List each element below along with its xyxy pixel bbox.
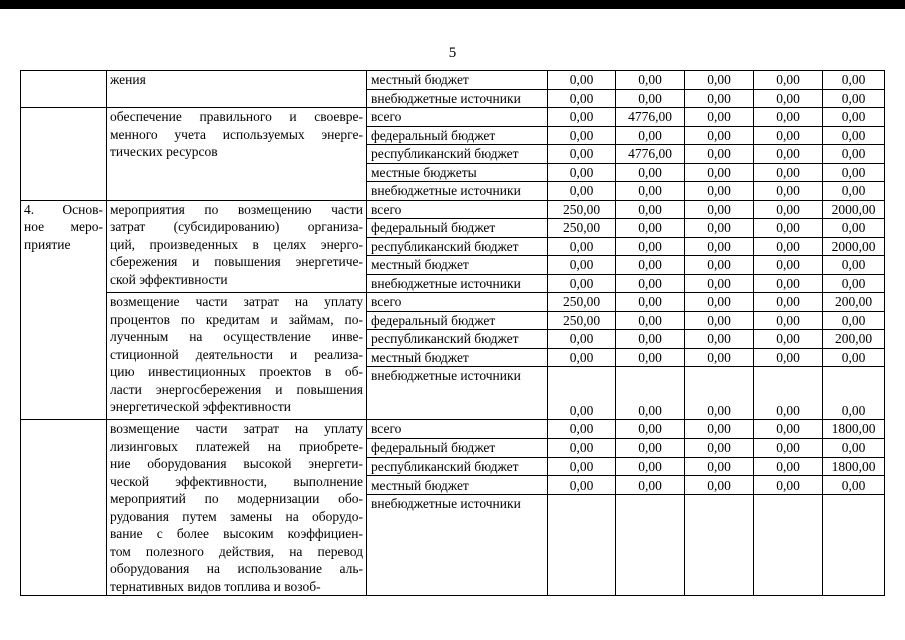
funding-source-cell: местные бюджеты bbox=[367, 163, 548, 182]
description-line: сбережения и повышения энергетиче- bbox=[110, 254, 363, 269]
amount-cell: 200,00 bbox=[823, 330, 885, 349]
amount-cell: 0,00 bbox=[548, 256, 616, 275]
amount-cell: 0,00 bbox=[685, 330, 754, 349]
amount-cell: 0,00 bbox=[548, 457, 616, 476]
description-line: процентов по кредитам и займам, по- bbox=[110, 311, 363, 327]
amount-cell: 0,00 bbox=[616, 438, 685, 457]
amount-cell: 0,00 bbox=[548, 108, 616, 127]
description-line: ние оборудования высокой энергети- bbox=[110, 456, 363, 471]
amount-cell: 0,00 bbox=[754, 163, 823, 182]
description-line: ческой эффективности, выполнение bbox=[110, 473, 363, 489]
amount-cell: 0,00 bbox=[548, 71, 616, 90]
amount-cell: 0,00 bbox=[548, 438, 616, 457]
amount-cell: 0,00 bbox=[685, 274, 754, 293]
amount-cell: 0,00 bbox=[548, 237, 616, 256]
description-line: жения bbox=[110, 72, 146, 87]
amount-cell bbox=[823, 495, 885, 596]
amount-cell: 0,00 bbox=[548, 274, 616, 293]
amount-cell: 0,00 bbox=[548, 476, 616, 495]
amount-cell: 0,00 bbox=[823, 182, 885, 201]
amount-cell: 0,00 bbox=[685, 200, 754, 219]
measure-name-cell bbox=[21, 71, 107, 108]
funding-source-cell: федеральный бюджет bbox=[367, 438, 548, 457]
funding-source-cell: местный бюджет bbox=[367, 256, 548, 275]
measure-name-line: 4. Основ- bbox=[24, 201, 103, 217]
description-line: обеспечение правильного и своевре- bbox=[110, 109, 363, 124]
funding-source-cell: республиканский бюджет bbox=[367, 237, 548, 256]
amount-cell: 0,00 bbox=[548, 330, 616, 349]
amount-cell: 0,00 bbox=[548, 126, 616, 145]
amount-cell: 0,00 bbox=[616, 71, 685, 90]
description-line: ласти энергосбережения и повышения bbox=[110, 381, 363, 397]
amount-cell: 0,00 bbox=[616, 89, 685, 108]
measure-name-cell bbox=[21, 200, 107, 420]
funding-source-cell: всего bbox=[367, 108, 548, 127]
description-line: оборудования на использование аль- bbox=[110, 561, 363, 576]
description-line: том полезного действия, на перевод bbox=[110, 543, 363, 559]
amount-cell: 0,00 bbox=[616, 200, 685, 219]
funding-source-cell: республиканский бюджет bbox=[367, 330, 548, 349]
amount-cell: 0,00 bbox=[685, 182, 754, 201]
description-line: цию инвестиционных проектов в об- bbox=[110, 364, 363, 379]
funding-source-cell: местный бюджет bbox=[367, 476, 548, 495]
amount-cell: 0,00 bbox=[754, 438, 823, 457]
amount-cell: 0,00 bbox=[754, 182, 823, 201]
description-line: тических ресурсов bbox=[110, 144, 218, 159]
amount-cell: 0,00 bbox=[685, 476, 754, 495]
amount-cell: 0,00 bbox=[754, 89, 823, 108]
amount-cell: 0,00 bbox=[754, 348, 823, 367]
measure-description-cell bbox=[107, 108, 367, 201]
amount-cell: 0,00 bbox=[823, 274, 885, 293]
amount-cell: 0,00 bbox=[616, 237, 685, 256]
funding-source-cell: внебюджетные источники bbox=[367, 367, 548, 420]
amount-cell: 0,00 bbox=[548, 182, 616, 201]
amount-cell: 0,00 bbox=[548, 89, 616, 108]
funding-source-cell: внебюджетные источники bbox=[367, 182, 548, 201]
amount-cell: 0,00 bbox=[754, 274, 823, 293]
amount-cell: 0,00 bbox=[754, 367, 823, 420]
amount-cell: 0,00 bbox=[548, 348, 616, 367]
funding-source-cell: местный бюджет bbox=[367, 348, 548, 367]
amount-cell: 0,00 bbox=[685, 457, 754, 476]
amount-cell: 0,00 bbox=[616, 163, 685, 182]
amount-cell: 1800,00 bbox=[823, 457, 885, 476]
amount-cell: 4776,00 bbox=[616, 108, 685, 127]
amount-cell: 0,00 bbox=[685, 145, 754, 164]
amount-cell: 0,00 bbox=[685, 219, 754, 238]
amount-cell: 0,00 bbox=[823, 108, 885, 127]
amount-cell: 0,00 bbox=[616, 219, 685, 238]
funding-source-cell: республиканский бюджет bbox=[367, 145, 548, 164]
amount-cell: 0,00 bbox=[823, 256, 885, 275]
amount-cell: 0,00 bbox=[754, 476, 823, 495]
amount-cell: 0,00 bbox=[616, 420, 685, 439]
description-line: лученным на осуществление инве- bbox=[110, 329, 363, 344]
description-line: возмещение части затрат на уплату bbox=[110, 421, 363, 436]
amount-cell: 0,00 bbox=[823, 219, 885, 238]
table-row bbox=[21, 108, 885, 127]
amount-cell: 0,00 bbox=[754, 330, 823, 349]
amount-cell: 0,00 bbox=[616, 182, 685, 201]
funding-source-cell: местный бюджет bbox=[367, 71, 548, 90]
amount-cell: 1800,00 bbox=[823, 420, 885, 439]
table-row bbox=[21, 293, 885, 312]
description-line: энергетической эффективности bbox=[110, 399, 291, 414]
amount-cell: 0,00 bbox=[754, 256, 823, 275]
amount-cell: 0,00 bbox=[685, 438, 754, 457]
amount-cell: 0,00 bbox=[754, 219, 823, 238]
amount-cell: 0,00 bbox=[685, 237, 754, 256]
amount-cell: 0,00 bbox=[754, 237, 823, 256]
table-row bbox=[21, 200, 885, 219]
amount-cell: 0,00 bbox=[616, 330, 685, 349]
amount-cell: 0,00 bbox=[685, 89, 754, 108]
amount-cell: 0,00 bbox=[616, 126, 685, 145]
description-line: затрат (субсидированию) организа- bbox=[110, 219, 363, 234]
measure-name-cell bbox=[21, 108, 107, 201]
table-row bbox=[21, 71, 885, 90]
amount-cell: 0,00 bbox=[754, 420, 823, 439]
funding-source-cell: федеральный бюджет bbox=[367, 126, 548, 145]
amount-cell: 0,00 bbox=[823, 311, 885, 330]
amount-cell: 0,00 bbox=[616, 311, 685, 330]
amount-cell: 0,00 bbox=[754, 457, 823, 476]
funding-table bbox=[20, 70, 885, 596]
amount-cell: 250,00 bbox=[548, 200, 616, 219]
measure-name-cell bbox=[21, 420, 107, 596]
amount-cell: 0,00 bbox=[685, 256, 754, 275]
funding-source-cell: федеральный бюджет bbox=[367, 219, 548, 238]
amount-cell: 0,00 bbox=[754, 145, 823, 164]
amount-cell bbox=[548, 495, 616, 596]
page-number: 5 bbox=[448, 45, 457, 61]
amount-cell: 4776,00 bbox=[616, 145, 685, 164]
measure-description-cell bbox=[107, 71, 367, 108]
scan-top-border bbox=[0, 0, 905, 9]
amount-cell: 0,00 bbox=[548, 163, 616, 182]
funding-source-cell: внебюджетные источники bbox=[367, 495, 548, 596]
amount-cell: 0,00 bbox=[823, 163, 885, 182]
amount-cell: 0,00 bbox=[548, 367, 616, 420]
amount-cell: 0,00 bbox=[754, 293, 823, 312]
amount-cell: 0,00 bbox=[548, 145, 616, 164]
description-line: ций, произведенных в целях энерго- bbox=[110, 236, 363, 252]
amount-cell: 0,00 bbox=[685, 71, 754, 90]
amount-cell: 0,00 bbox=[616, 293, 685, 312]
measure-name-line: приятие bbox=[24, 236, 71, 252]
funding-source-cell: всего bbox=[367, 293, 548, 312]
amount-cell: 0,00 bbox=[616, 256, 685, 275]
funding-source-cell: всего bbox=[367, 420, 548, 439]
measure-description-cell bbox=[107, 420, 367, 596]
amount-cell: 0,00 bbox=[685, 348, 754, 367]
amount-cell: 0,00 bbox=[685, 126, 754, 145]
description-line: возмещение части затрат на уплату bbox=[110, 294, 363, 309]
amount-cell: 0,00 bbox=[823, 367, 885, 420]
description-line: мероприятия по возмещению части bbox=[110, 201, 363, 217]
amount-cell: 0,00 bbox=[548, 420, 616, 439]
amount-cell: 0,00 bbox=[685, 108, 754, 127]
description-line: лизинговых платежей на приобрете- bbox=[110, 438, 363, 454]
description-line: стиционной деятельности и реализа- bbox=[110, 346, 363, 362]
amount-cell: 0,00 bbox=[754, 108, 823, 127]
amount-cell: 0,00 bbox=[616, 476, 685, 495]
amount-cell: 0,00 bbox=[685, 311, 754, 330]
amount-cell: 0,00 bbox=[823, 476, 885, 495]
amount-cell bbox=[616, 495, 685, 596]
description-line: ской эффективности bbox=[110, 271, 228, 287]
amount-cell: 0,00 bbox=[616, 348, 685, 367]
amount-cell: 2000,00 bbox=[823, 200, 885, 219]
amount-cell: 0,00 bbox=[616, 457, 685, 476]
amount-cell: 0,00 bbox=[823, 438, 885, 457]
funding-source-cell: всего bbox=[367, 200, 548, 219]
amount-cell: 0,00 bbox=[754, 71, 823, 90]
table-row bbox=[21, 420, 885, 439]
funding-source-cell: республиканский бюджет bbox=[367, 457, 548, 476]
description-line: рудования путем замены на оборудо- bbox=[110, 508, 363, 524]
description-line: мероприятий по модернизации обо- bbox=[110, 491, 363, 506]
measure-description-cell bbox=[107, 200, 367, 293]
amount-cell: 0,00 bbox=[616, 274, 685, 293]
amount-cell: 0,00 bbox=[685, 293, 754, 312]
amount-cell: 0,00 bbox=[754, 126, 823, 145]
funding-source-cell: федеральный бюджет bbox=[367, 311, 548, 330]
amount-cell: 0,00 bbox=[823, 126, 885, 145]
amount-cell: 250,00 bbox=[548, 293, 616, 312]
amount-cell: 0,00 bbox=[685, 420, 754, 439]
funding-source-cell: внебюджетные источники bbox=[367, 89, 548, 108]
amount-cell: 0,00 bbox=[685, 163, 754, 182]
amount-cell: 0,00 bbox=[754, 311, 823, 330]
amount-cell: 0,00 bbox=[823, 89, 885, 108]
description-line: вание с более высоким коэффициен- bbox=[110, 526, 363, 541]
amount-cell: 250,00 bbox=[548, 219, 616, 238]
amount-cell: 0,00 bbox=[754, 200, 823, 219]
funding-source-cell: внебюджетные источники bbox=[367, 274, 548, 293]
amount-cell: 0,00 bbox=[823, 348, 885, 367]
amount-cell: 0,00 bbox=[616, 367, 685, 420]
amount-cell: 0,00 bbox=[823, 145, 885, 164]
description-line: менного учета используемых энерге- bbox=[110, 126, 363, 142]
description-line: тернативных видов топлива и возоб- bbox=[110, 578, 321, 594]
measure-name-line: ное меро- bbox=[24, 219, 103, 234]
measure-description-cell bbox=[107, 293, 367, 420]
amount-cell bbox=[685, 495, 754, 596]
amount-cell: 250,00 bbox=[548, 311, 616, 330]
amount-cell bbox=[754, 495, 823, 596]
amount-cell: 0,00 bbox=[823, 71, 885, 90]
amount-cell: 200,00 bbox=[823, 293, 885, 312]
amount-cell: 0,00 bbox=[685, 367, 754, 420]
amount-cell: 2000,00 bbox=[823, 237, 885, 256]
